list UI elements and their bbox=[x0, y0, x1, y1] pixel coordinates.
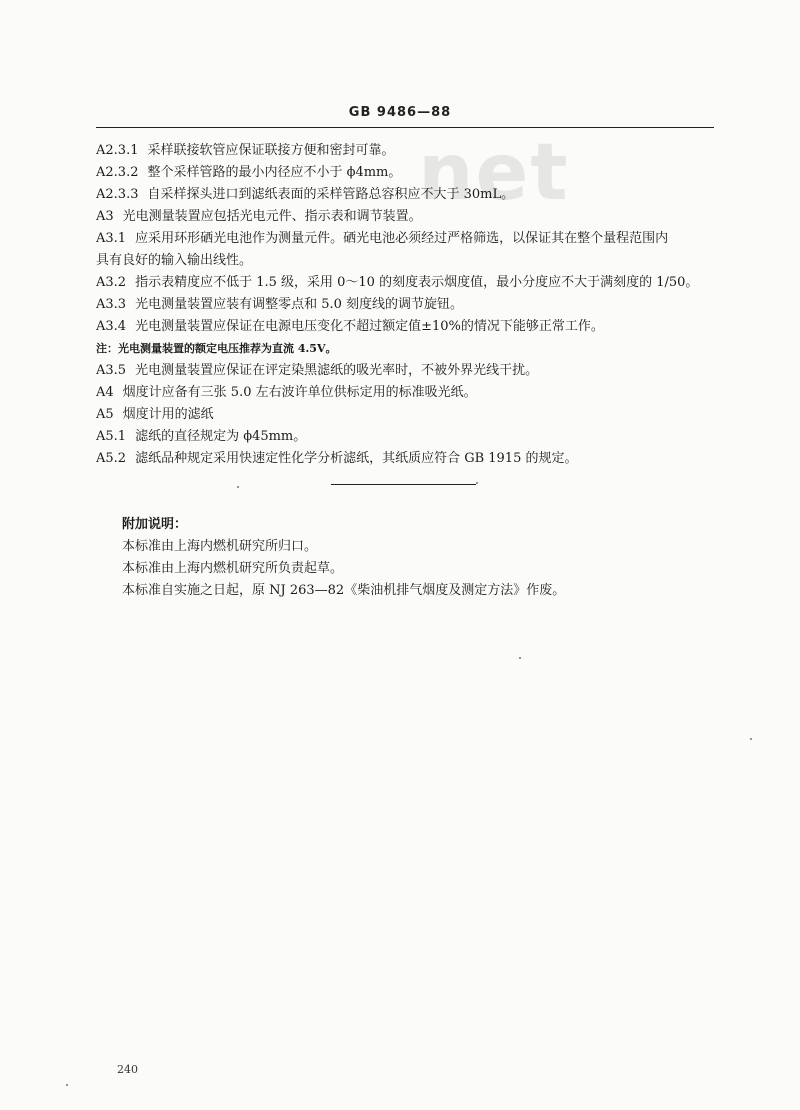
clause-number: A5.1 bbox=[96, 429, 127, 444]
appendix-line: 本标准自实施之日起，原 NJ 263—82《柴油机排气烟度及测定方法》作废。 bbox=[122, 583, 566, 598]
clause-text: 滤纸品种规定采用快速定性化学分析滤纸，其纸质应符合 GB 1915 的规定。 bbox=[135, 451, 578, 466]
clause-number: A2.3.3 bbox=[96, 187, 139, 202]
appendix-line: 本标准由上海内燃机研究所归口。 bbox=[122, 539, 318, 554]
clause-a5-2 bbox=[96, 448, 720, 470]
scan-speck bbox=[750, 738, 752, 740]
clause-text: 指示表精度应不低于 1.5 级，采用 0～10 的刻度表示烟度值，最小分度应不大于满刻度的 1/50。 bbox=[135, 275, 699, 290]
clause-a2-3-2 bbox=[96, 162, 720, 184]
clause-a3-3 bbox=[96, 294, 720, 316]
clause-a3-4 bbox=[96, 316, 720, 338]
clause-number: A3.3 bbox=[96, 297, 127, 312]
body-content bbox=[96, 140, 720, 470]
scan-speck bbox=[519, 657, 521, 659]
clause-text: 烟度计用的滤纸 bbox=[122, 407, 214, 422]
appendix-section bbox=[122, 514, 722, 602]
clause-text: 烟度计应备有三张 5.0 左右波许单位供标定用的标准吸光纸。 bbox=[122, 385, 477, 400]
end-of-text-rule bbox=[331, 484, 476, 485]
clause-number: A3.1 bbox=[96, 231, 127, 246]
clause-number: A3.2 bbox=[96, 275, 127, 290]
clause-text: 光电测量装置应包括光电元件、指示表和调节装置。 bbox=[122, 209, 422, 224]
clause-text: 自采样探头进口到滤纸表面的采样管路总容积应不大于 30mL。 bbox=[147, 187, 515, 202]
clause-number: A5 bbox=[96, 407, 114, 422]
clause-a3-5 bbox=[96, 360, 720, 382]
watermark-text: net bbox=[418, 128, 570, 218]
clause-text: 光电测量装置应装有调整零点和 5.0 刻度线的调节旋钮。 bbox=[135, 297, 464, 312]
clause-a5-1 bbox=[96, 426, 720, 448]
clause-number: A3.5 bbox=[96, 363, 127, 378]
appendix-title: 附加说明： bbox=[122, 517, 188, 532]
clause-number: A3 bbox=[96, 209, 114, 224]
clause-text: 整个采样管路的最小内径应不小于 ϕ4mm。 bbox=[147, 165, 402, 180]
scan-speck bbox=[66, 1084, 68, 1086]
clause-a2-3-1 bbox=[96, 140, 720, 162]
scan-speck bbox=[476, 482, 478, 484]
clause-number: A2.3.1 bbox=[96, 143, 139, 158]
clause-text: 具有良好的输入输出线性。 bbox=[96, 253, 253, 268]
clause-a5 bbox=[96, 404, 720, 426]
clause-text: 应采用环形硒光电池作为测量元件。硒光电池必须经过严格筛选，以保证其在整个量程范围内 bbox=[135, 231, 669, 246]
header-rule bbox=[96, 127, 714, 128]
document-header: GB 9486—88 bbox=[348, 105, 452, 120]
clause-a2-3-3 bbox=[96, 184, 720, 206]
note-rated-voltage bbox=[96, 338, 720, 360]
scan-speck bbox=[237, 486, 239, 488]
appendix-line: 本标准由上海内燃机研究所负责起草。 bbox=[122, 561, 344, 576]
clause-number: A3.4 bbox=[96, 319, 127, 334]
clause-a3-1 bbox=[96, 228, 720, 250]
clause-a3-1-continued bbox=[96, 250, 720, 272]
clause-number: A5.2 bbox=[96, 451, 127, 466]
clause-text: 滤纸的直径规定为 ϕ45mm。 bbox=[135, 429, 307, 444]
clause-a3 bbox=[96, 206, 720, 228]
clause-number: A4 bbox=[96, 385, 114, 400]
clause-text: 光电测量装置应保证在电源电压变化不超过额定值±10%的情况下能够正常工作。 bbox=[135, 319, 604, 334]
clause-text: 光电测量装置应保证在评定染黑滤纸的吸光率时，不被外界光线干扰。 bbox=[135, 363, 539, 378]
clause-text: 采样联接软管应保证联接方便和密封可靠。 bbox=[147, 143, 395, 158]
page-number: 240 bbox=[117, 1063, 138, 1076]
note-text: 注：光电测量装置的额定电压推荐为直流 4.5V。 bbox=[96, 342, 337, 355]
clause-a3-2 bbox=[96, 272, 720, 294]
clause-number: A2.3.2 bbox=[96, 165, 139, 180]
clause-a4 bbox=[96, 382, 720, 404]
